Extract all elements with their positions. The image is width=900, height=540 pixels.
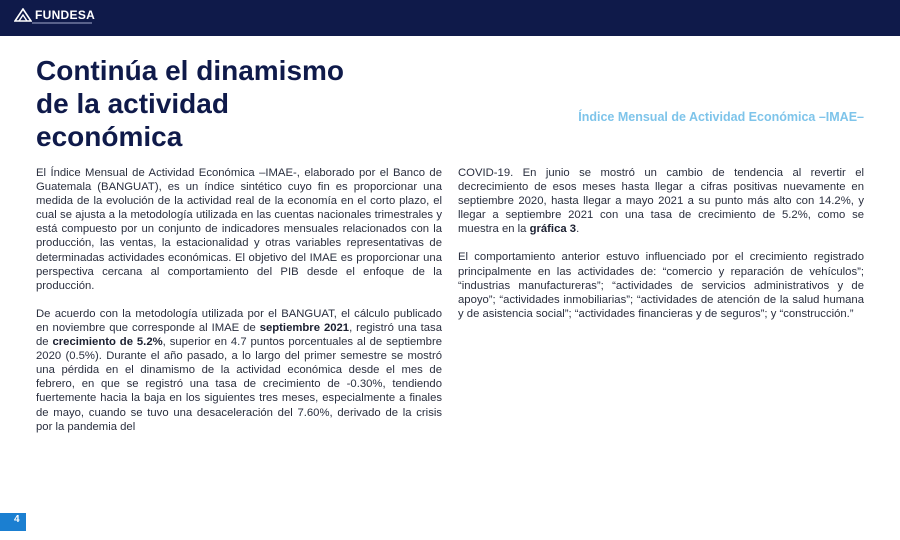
left-column xyxy=(36,166,442,448)
text-segment: , registró una tasa de xyxy=(36,321,442,349)
page-title xyxy=(36,54,396,153)
logo-tagline-mark xyxy=(32,22,92,24)
paragraph-covid-trend xyxy=(458,166,864,236)
text-segment: COVID-19. En junio se mostró un cambio de tendencia al revertir el decrecimiento de esos meses hasta llegar a cifras positivas nuevamente en septiembre 2020, hasta llegar a mayo 2021 a su punto más alto con 14.2%, y llegar a septiembre 2021 con una tasa de crecimiento de 5.2%, como se muestra en la xyxy=(458,167,864,236)
paragraph-imae-definition: El Índice Mensual de Actividad Económica –IMAE-, elaborado por el Banco de Guatemala (BANGUAT), es un índice sintético cuyo fin es proporcionar una medida de la evolución de la actividad real de la economía en el corto plazo, el cual se ajusta a la metodología utilizada en las cuentas nacionales trimestrales y está compuesto por un conjunto de indicadores mensuales relacionados con la producción, las ventas, la estacionalidad y otras variables representativas de determinadas actividades económicas. El objetivo del IMAE es proporcionar una perspectiva cercana al comportamiento del PIB desde el enfoque de la producción. xyxy=(36,167,442,292)
paragraph-activities: El comportamiento anterior estuvo influenciado por el crecimiento registrado principalmente en las actividades de: “comercio y reparación de vehículos”; “industrias manufactureras”; “actividades de servicios administrativos y de apoyo”; “actividades inmobiliarias”; “actividades de atención de la salud humana y de asistencia social”; “actividades financieras y de seguros”; y “construcción.” xyxy=(458,251,864,320)
section-subtitle: Índice Mensual de Actividad Económica –IMAE– xyxy=(578,110,864,124)
bold-growth: crecimiento de 5.2% xyxy=(52,336,163,349)
graph-reference: gráfica 3 xyxy=(529,223,577,236)
bold-period: septiembre 2021 xyxy=(259,321,350,334)
text-segment: , superior en 4.7 puntos porcentuales al de septiembre 2020 (0.5%). Durante el año pasado, a lo largo del primer semestre se mostró una pérdida en el dinamismo de la actividad económica desde el mes de febrero, en que se registró una tasa de crecimiento de -0.30%, tendiendo fuertemente hacia la baja en los siguientes tres meses, especialmente a finales de mayo, cuando se tuvo una desaceleración del 7.60%, derivado de la crisis por la pandemia del xyxy=(36,336,442,433)
text-segment: De acuerdo con la metodología utilizada por el BANGUAT, el cálculo publicado en noviembre que corresponde al IMAE de xyxy=(36,307,442,334)
fundesa-logo-icon xyxy=(14,8,32,22)
title-line-1: Continúa el dinamismo xyxy=(36,55,345,86)
title-line-3: económica xyxy=(36,121,183,152)
fundesa-logo[interactable] xyxy=(14,8,95,22)
right-column xyxy=(458,166,864,335)
page-number: 4 xyxy=(14,514,20,525)
header-bar xyxy=(0,0,900,36)
paragraph-imae-calculation xyxy=(36,307,442,434)
text-segment: . xyxy=(576,223,580,236)
title-line-2: de la actividad xyxy=(36,88,229,119)
logo-text: FUNDESA xyxy=(35,8,96,22)
page-number-tab xyxy=(0,513,26,531)
